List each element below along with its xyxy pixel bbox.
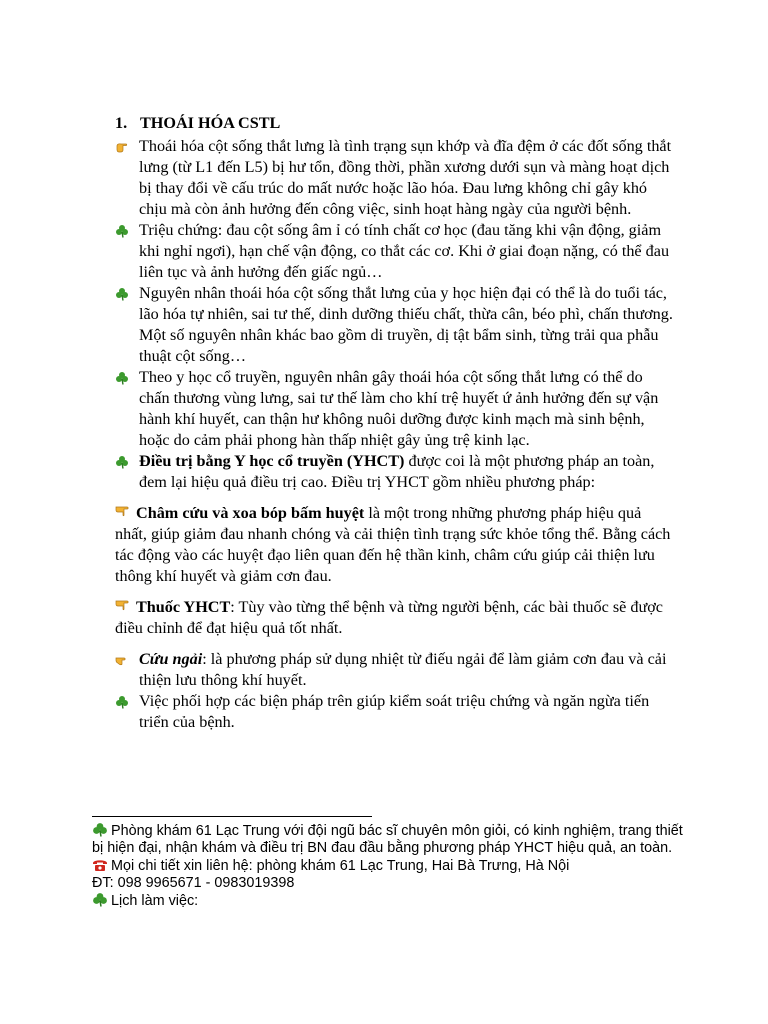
bullet-text: Thoái hóa cột sống thắt lưng là tình trạng sụn khớp và đĩa đệm ở các đốt sống thắt lưng (từ L1 đến L5) bị hư tổn, đồng thời, phần xương dưới sụn và màng hoạt dịch bị thay đổi về cấu trúc do mất nước hoặc lão hóa. Đau lưng không chỉ gây khó chịu mà còn ảnh hưởng đến công việc, sinh hoạt hàng ngày của người bệnh. [139,137,672,218]
sub-bullet-list [115,649,677,733]
bullet-text: Nguyên nhân thoái hóa cột sống thắt lưng của y học hiện đại có thể là do tuổi tác, lão hóa tự nhiên, sai tư thế, dinh dưỡng thiếu chất, thừa cân, béo phì, chấn thương. Một số nguyên nhân khác bao gồm di truyền, dị tật bẩm sinh, từng trải qua phẫu thuật cột sống… [139,284,673,365]
working-hours-text: Lịch làm việc: [111,893,199,909]
heading-title: THOÁI HÓA CSTL [140,114,281,132]
footnote-separator [92,816,372,817]
main-content [115,113,677,733]
footer-info [92,822,692,910]
bullet-text: Triệu chứng: đau cột sống âm ỉ có tính chất cơ học (đau tăng khi vận động, giảm khi nghỉ ngơi), hạn chế vận động, co thắt các cơ. Khi ở giai đoạn nặng, có thể đau liên tục và ảnh hưởng đến giấc ngủ… [139,221,670,281]
contact-address [92,857,692,875]
bullet-definition [115,136,677,220]
sub-bullet-text: : là phương pháp sử dụng nhiệt từ điếu ngải để làm giảm cơn đau và cải thiện lưu thông khí huyết. [139,650,667,689]
pointing-hand-icon [115,599,135,613]
sub-bullet-bold-text: Cứu ngải [139,650,203,668]
working-hours [92,892,692,910]
heading-number: 1. [115,114,128,132]
sub-bullet-text: Việc phối hợp các biện pháp trên giúp kiểm soát triệu chứng và ngăn ngừa tiến triển của bệnh. [139,692,650,731]
shamrock-icon [92,822,108,837]
clinic-description-text: Phòng khám 61 Lạc Trung với đội ngũ bác sĩ chuyên môn giỏi, có kinh nghiệm, trang thiết bị hiện đại, nhận khám và điều trị BN đau đầu bằng phương pháp YHCT hiệu quả, an toàn. [92,823,683,856]
method-acupuncture [115,503,677,587]
shamrock-icon [115,695,129,709]
pointing-hand-icon [115,653,129,667]
method-text: là một trong những phương pháp hiệu quả nhất, giúp giảm đau nhanh chóng và cải thiện tình trạng sức khỏe tổng thể. Bằng cách tác động vào các huyệt đạo liên quan đến hệ thần kinh, châm cứu giúp cải thiện lưu thông khí huyết và giảm cơn đau. [115,504,671,585]
bullet-text: Theo y học cổ truyền, nguyên nhân gây thoái hóa cột sống thắt lưng có thể do chấn thương vùng lưng, sai tư thế làm cho khí trệ huyết ứ ảnh hưởng đến sự vận hành khí huyết, can thận hư không nuôi dưỡng được kinh mạch mà sinh bệnh, hoặc do cảm phải phong hàn thấp nhiệt gây ủng trệ kinh lạc. [139,368,659,449]
method-herbal-medicine [115,597,677,639]
shamrock-icon [115,455,129,469]
bullet-traditional-causes [115,367,677,451]
sub-bullet-moxibustion [115,649,677,691]
shamrock-icon [115,371,129,385]
bullet-bold-text: Điều trị bằng Y học cổ truyền (YHCT) [139,452,405,470]
contact-phone: ĐT: 098 9965671 - 0983019398 [92,875,295,891]
bullet-modern-causes [115,283,677,367]
bullet-treatment [115,451,677,493]
section-heading [115,113,677,134]
bullet-text: được coi là một phương pháp an toàn, đem lại hiệu quả điều trị cao. Điều trị YHCT gồm nhiều phương pháp: [139,452,655,491]
bullet-symptoms [115,220,677,283]
method-bold-text: Châm cứu và xoa bóp bấm huyệt [136,504,365,522]
sub-bullet-combination [115,691,677,733]
pointing-hand-icon [115,140,129,154]
method-bold-text: Thuốc YHCT [136,598,231,616]
method-text: : Tùy vào từng thể bệnh và từng người bệnh, các bài thuốc sẽ được điều chỉnh để đạt hiệu quả tốt nhất. [115,598,663,637]
shamrock-icon [92,892,108,907]
shamrock-icon [115,224,129,238]
phone-icon [92,857,108,872]
contact-address-text: Mọi chi tiết xin liên hệ: phòng khám 61 Lạc Trung, Hai Bà Trưng, Hà Nội [111,858,570,874]
shamrock-icon [115,287,129,301]
pointing-hand-icon [115,505,135,519]
clinic-description [92,822,692,857]
